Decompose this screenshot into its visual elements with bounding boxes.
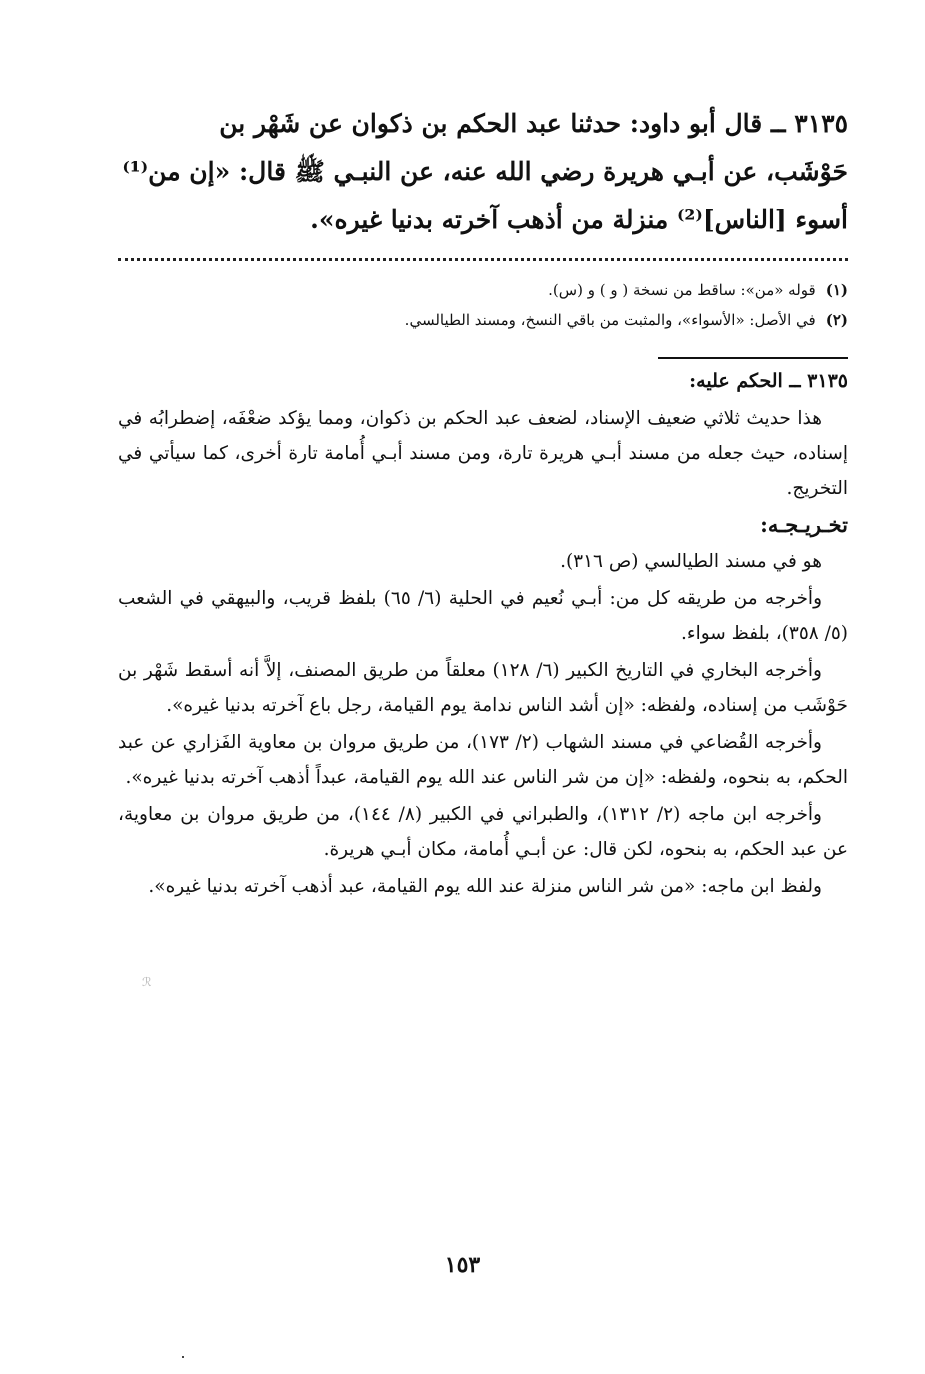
footnote-text: قوله «من»: ساقط من نسخة ( و ) و (س).: [548, 281, 816, 299]
hadith-text: [118, 100, 848, 244]
hadith-line: أسوء [الناس]⁽²⁾ منزلة من أذهب آخرته بدنيا غيره».: [310, 205, 848, 234]
takhrij-paragraph: وأخرجه القُضاعي في مسند الشهاب (٢/ ١٧٣)، من طريق مروان بن معاوية الفَزاري عن عبد الحكم، به بنحوه، ولفظه: «إن من شر الناس عند الله يوم القيامة، عبداً أذهب آخرته بدنيا غيره».: [118, 732, 848, 788]
footnote-number: (٢): [825, 311, 848, 329]
takhrij-title: تخـريـجـه:: [760, 512, 848, 537]
takhrij-paragraph: هو في مسند الطيالسي (ص ٣١٦).: [560, 551, 822, 572]
footnote-separator: [118, 258, 848, 269]
footnote-number: (١): [825, 281, 848, 299]
scan-mark: ℛ: [142, 975, 152, 989]
page-content: [118, 100, 848, 906]
footnote: [118, 305, 848, 335]
page-number: ١٥٣: [444, 1252, 481, 1278]
footnote-text: في الأصل: «الأسواء»، والمثبت من باقي النسخ، ومسند الطيالسي.: [404, 311, 816, 329]
hadith-line: ٣١٣٥ ــ قال أبو داود: حدثنا عبد الحكم بن ذكوان عن شَهْر بن: [219, 109, 848, 138]
footnote: [118, 275, 848, 305]
takhrij-paragraph: ولفظ ابن ماجه: «من شر الناس منزلة عند الله يوم القيامة، عبد أذهب آخرته بدنيا غيره».: [148, 876, 822, 897]
hadith-line: حَوْشَب، عن أبـي هريرة رضي الله عنه، عن النبـي ﷺ قال: «إن من⁽¹⁾: [122, 157, 848, 186]
ruling-heading: ٣١٣٥ ــ الحكم عليه:: [689, 370, 848, 392]
takhrij-paragraph: وأخرجه ابن ماجه (٢/ ١٣١٢)، والطبراني في الكبير (٨/ ١٤٤)، من طريق مروان بن معاوية، عن عبد الحكم، به بنحوه، لكن قال: عن أبـي أُمامة، مكان أبـي هريرة.: [118, 804, 848, 860]
takhrij-paragraph: وأخرجه البخاري في التاريخ الكبير (٦/ ١٢٨) معلقاً من طريق المصنف، إلاَّ أنه أسقط شَهْر بن حَوْشَب من إسناده، ولفظه: «إن أشد الناس ندامة يوم القيامة، رجل باع آخرته بدنيا غيره».: [118, 660, 848, 716]
scan-speck: [182, 1356, 184, 1358]
commentary: [118, 401, 848, 904]
takhrij-paragraph: وأخرجه من طريقه كل من: أبـي نُعيم في الحلية (٦/ ٦٥) بلفظ قريب، والبيهقي في الشعب (٥/ ٣٥٨)، بلفظ سواء.: [118, 588, 848, 644]
section-divider: [658, 357, 848, 359]
ruling-paragraph: هذا حديث ثلاثي ضعيف الإسناد، لضعف عبد الحكم بن ذكوان، ومما يؤكد ضعْفَه، إضطرابُه في إسناده، حيث جعله من مسند أبـي هريرة تارة، ومن مسند أبـي أُمامة تارة أخرى، كما سيأتي في التخريج.: [118, 408, 848, 499]
